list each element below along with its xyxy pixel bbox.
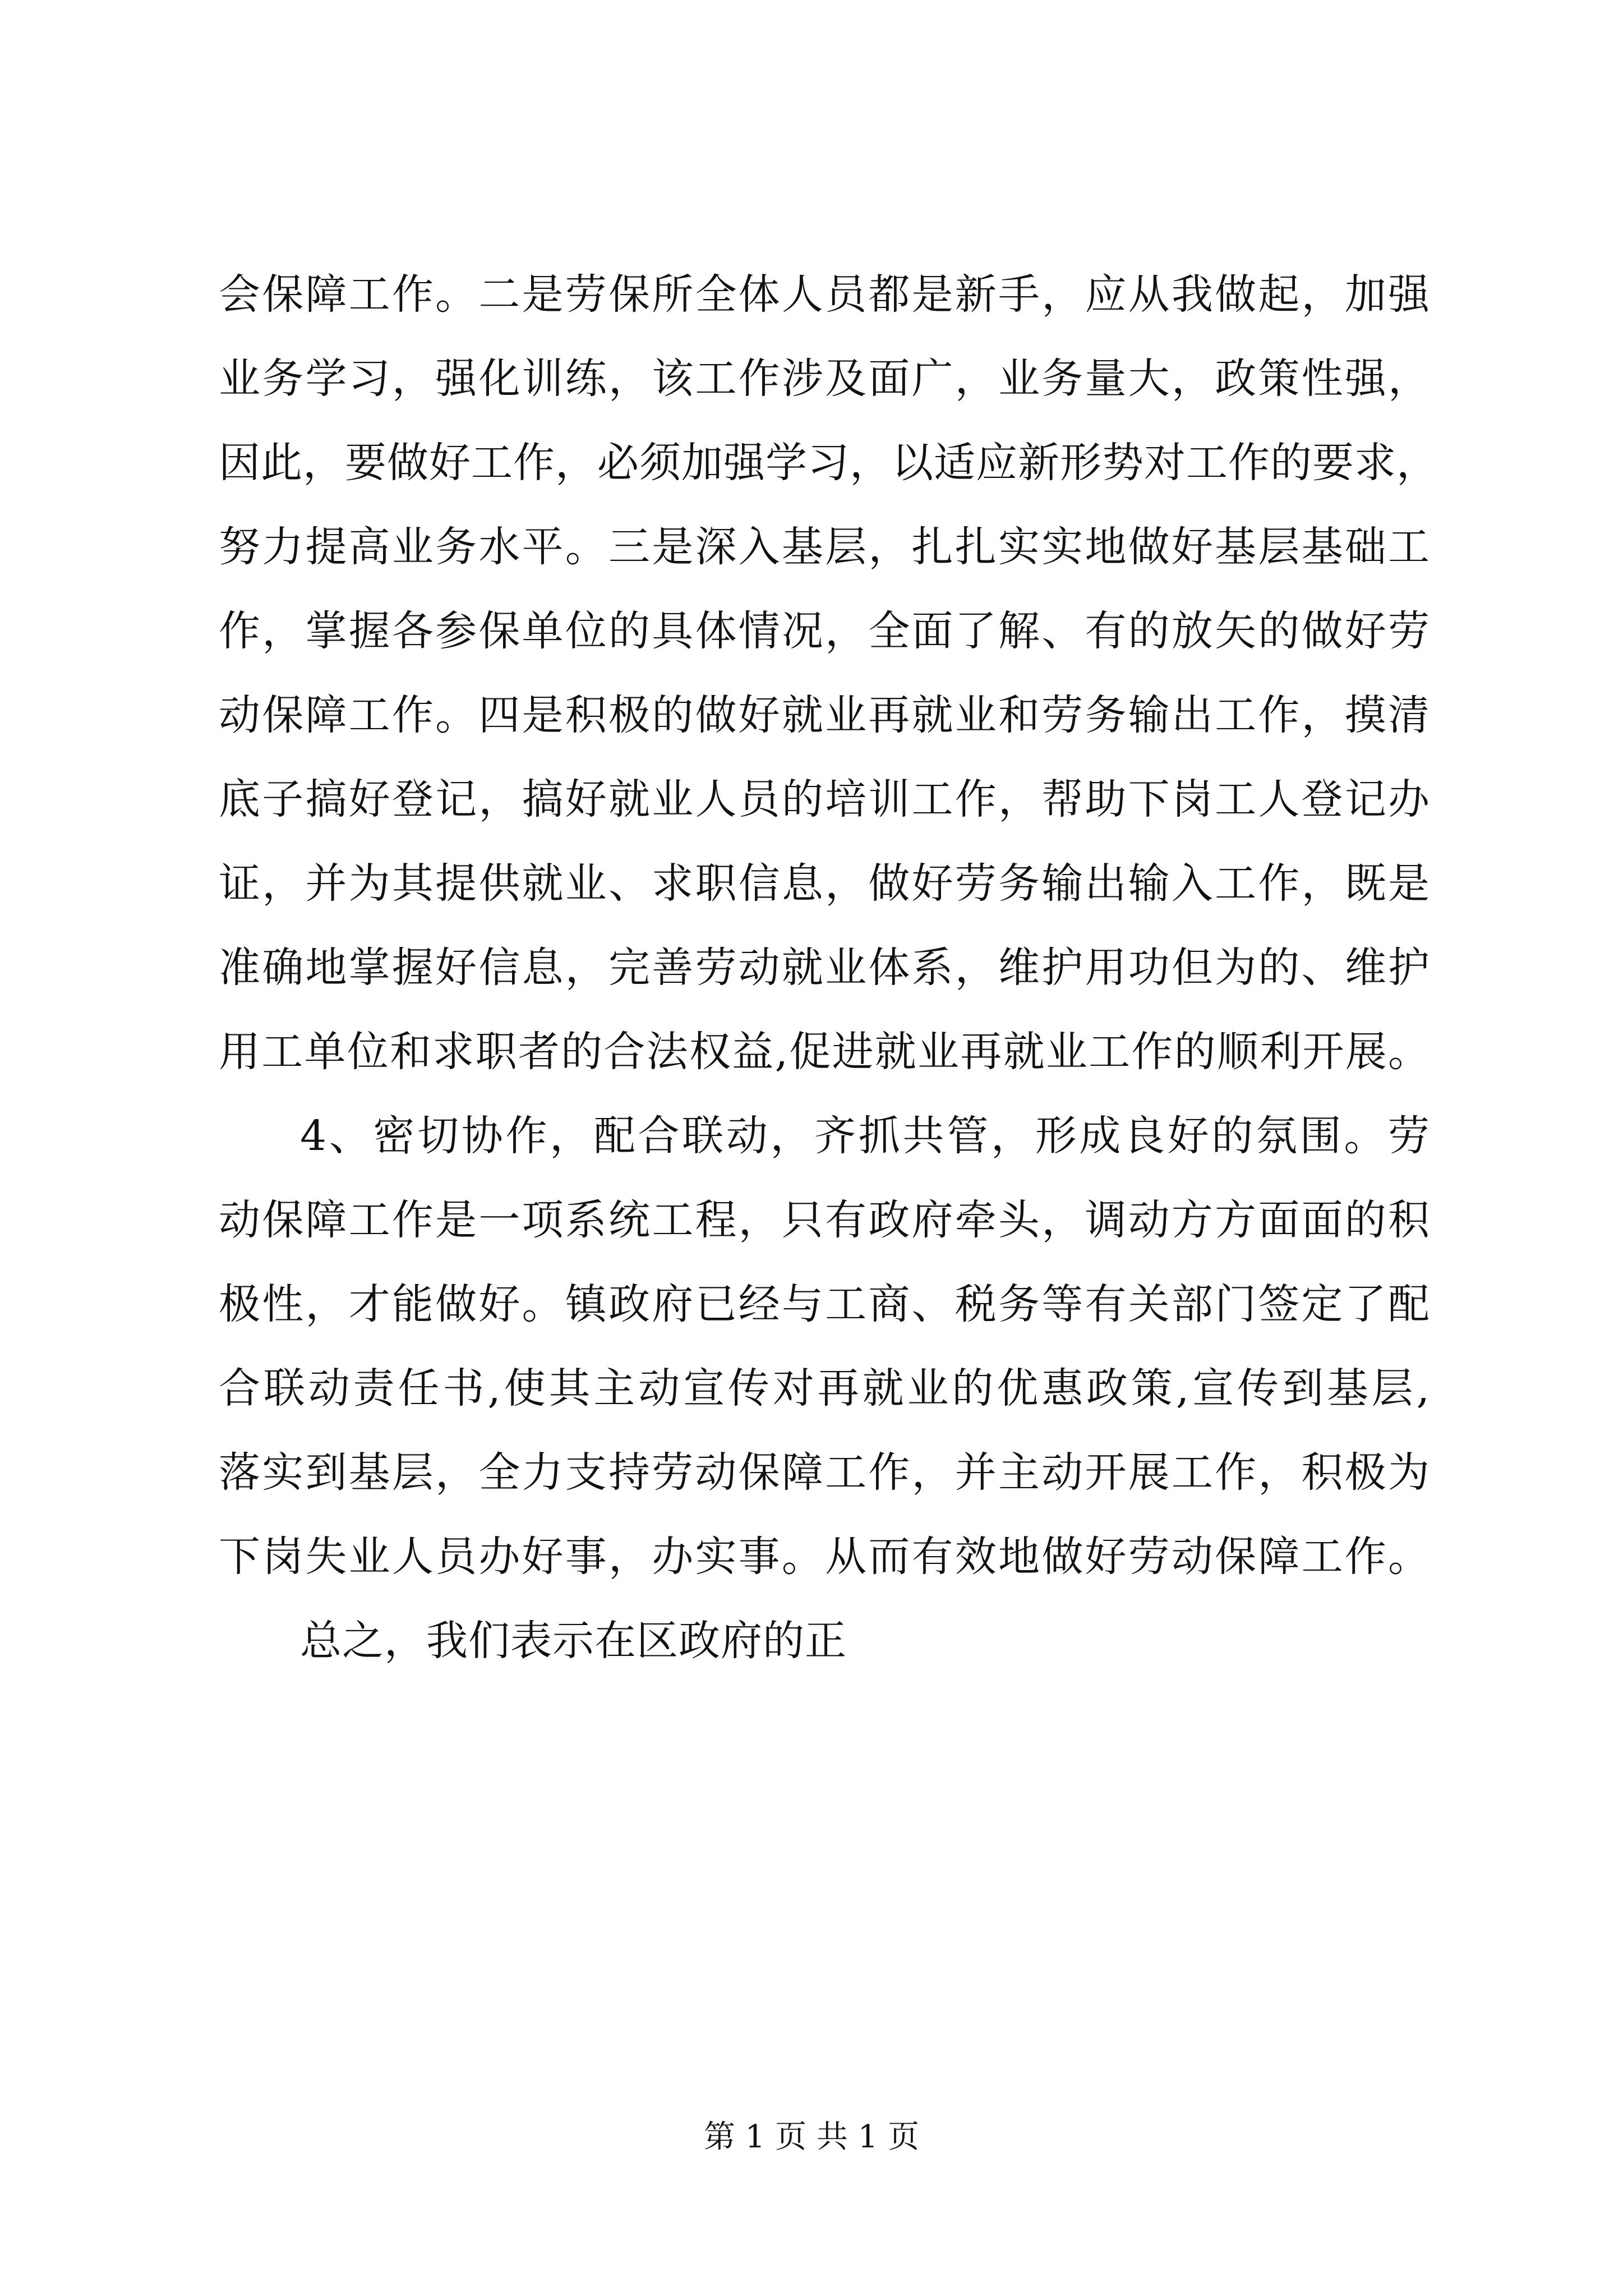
- text-line: 会保障工作。二是劳保所全体人员都是新手，应从我做起，加强: [219, 270, 1430, 319]
- text-line: 动保障工作。四是积极的做好就业再就业和劳务输出工作，摸清: [219, 691, 1430, 739]
- text-line: 业务学习，强化训练，该工作涉及面广，业务量大，政策性强，: [219, 355, 1430, 403]
- text-line: 因此，要做好工作，必须加强学习，以适应新形势对工作的要求，: [219, 439, 1438, 487]
- text-line: 准确地掌握好信息，完善劳动就业体系，维护用功但为的、维护: [219, 944, 1430, 992]
- text-line: 底子搞好登记，搞好就业人员的培训工作，帮助下岗工人登记办: [219, 775, 1430, 823]
- text-line: 极性，才能做好。镇政府已经与工商、税务等有关部门签定了配: [219, 1280, 1430, 1328]
- page-number-footer: 第 1 页 共 1 页: [703, 2119, 920, 2155]
- text-line: 落实到基层，全力支持劳动保障工作，并主动开展工作，积极为: [219, 1448, 1430, 1497]
- text-line: 证，并为其提供就业、求职信息，做好劳务输出输入工作，既是: [219, 859, 1430, 908]
- paragraph-first-line: 总之，我们表示在区政府的正: [300, 1617, 847, 1665]
- text-line: 努力提高业务水平。三是深入基层，扎扎实实地做好基层基础工: [219, 523, 1430, 571]
- text-line: 用工单位和求职者的合法权益,促进就业再就业工作的顺利开展。: [219, 1028, 1430, 1076]
- text-line: 作，掌握各参保单位的具体情况，全面了解、有的放矢的做好劳: [219, 607, 1430, 655]
- text-line: 动保障工作是一项系统工程，只有政府牵头，调动方方面面的积: [219, 1196, 1430, 1244]
- text-line: 合联动责任书,使其主动宣传对再就业的优惠政策,宣传到基层,: [219, 1364, 1430, 1412]
- text-line: 下岗失业人员办好事，办实事。从而有效地做好劳动保障工作。: [219, 1533, 1430, 1581]
- paragraph-first-line: 4、密切协作，配合联动，齐抓共管，形成良好的氛围。劳: [300, 1112, 1430, 1160]
